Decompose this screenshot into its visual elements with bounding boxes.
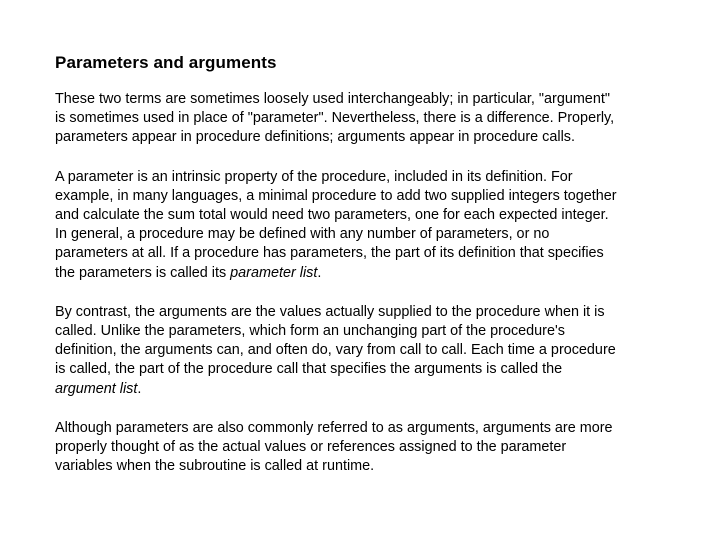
page-title: Parameters and arguments [55,53,277,72]
line-text: . [137,380,142,397]
paragraph-line: Although parameters are also commonly referred to as arguments, arguments are more [55,419,613,436]
paragraph-1 [55,90,685,148]
paragraph-line: variables when the subroutine is called at runtime. [55,458,375,475]
paragraph-line: properly thought of as the actual values or references assigned to the parameter [55,439,567,456]
paragraph-line: parameters appear in procedure definitions; arguments appear in procedure calls. [55,129,575,146]
paragraph-line: is called, the part of the procedure call that specifies the arguments is called the [55,361,563,378]
emphasized-term: argument list [55,380,138,397]
paragraph-line: called. Unlike the parameters, which form an unchanging part of the procedure's [55,323,565,340]
paragraph-line: A parameter is an intrinsic property of the procedure, included in its definition. For [55,168,573,185]
paragraph-3 [55,303,685,399]
paragraph-line: By contrast, the arguments are the values actually supplied to the procedure when it is [55,303,605,320]
line-text: . [317,264,322,281]
paragraph-2 [55,168,685,283]
paragraph-4 [55,419,685,477]
paragraph-line [55,264,685,283]
paragraph-line [55,380,685,399]
paragraph-line: parameters at all. If a procedure has parameters, the part of its definition that specifies [55,245,604,262]
paragraph-line: is sometimes used in place of "parameter". Nevertheless, there is a difference. Properly, [55,110,615,127]
line-text: the parameters is called its [55,264,231,281]
emphasized-term: parameter list [230,264,318,281]
document-page [55,52,685,496]
paragraph-line: definition, the arguments can, and often do, vary from call to call. Each time a procedure [55,342,616,359]
paragraph-line: and calculate the sum total would need two parameters, one for each expected integer. [55,207,609,224]
paragraph-line: example, in many languages, a minimal procedure to add two supplied integers together [55,187,617,204]
paragraph-line: These two terms are sometimes loosely used interchangeably; in particular, "argument" [55,91,610,107]
paragraph-line: In general, a procedure may be defined with any number of parameters, or no [55,226,550,243]
